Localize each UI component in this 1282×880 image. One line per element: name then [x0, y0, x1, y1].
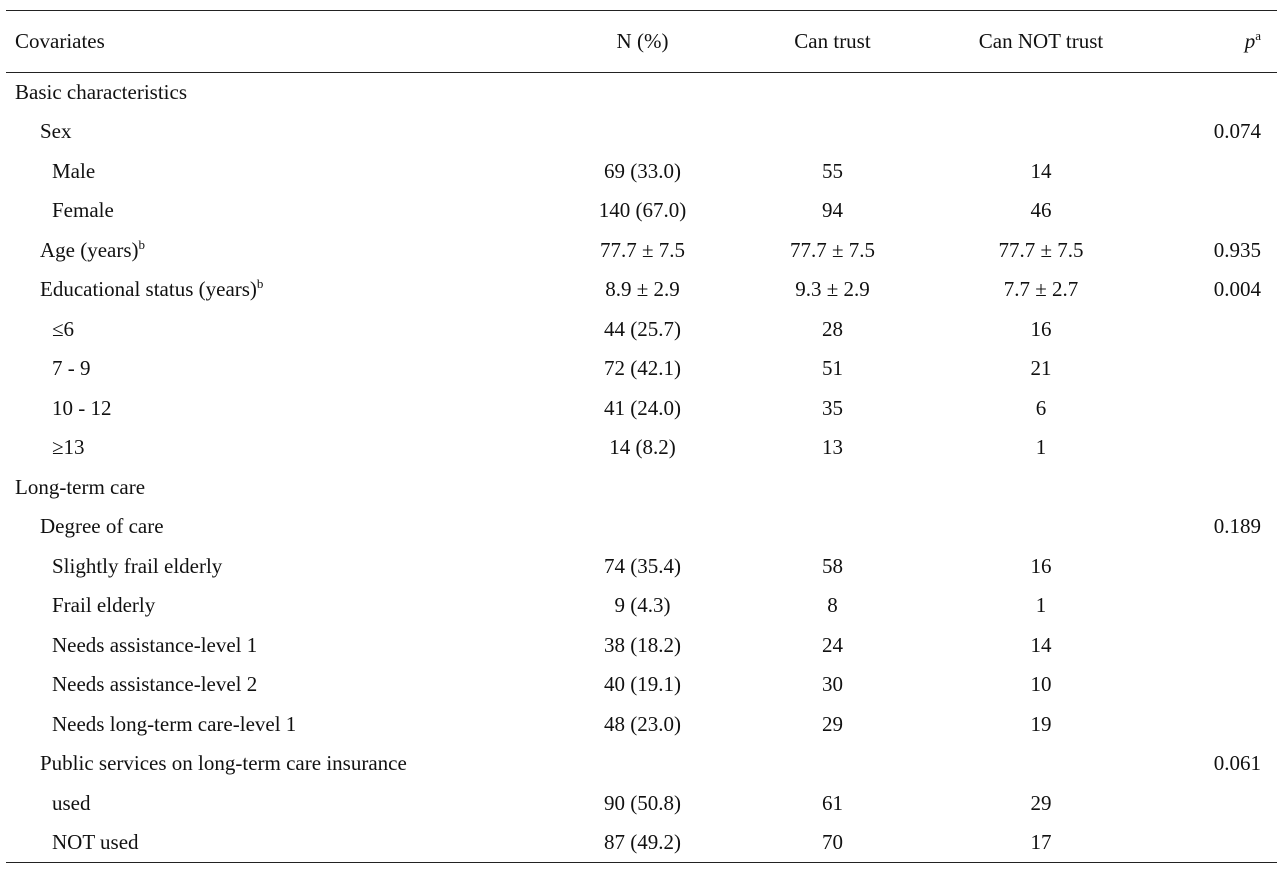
p-value-cell [1156, 191, 1277, 231]
p-value-cell [1156, 349, 1277, 389]
table-row [6, 231, 1277, 271]
can-not-trust-cell [926, 507, 1156, 547]
table-header [6, 11, 1277, 73]
can-trust-cell: 8 [827, 593, 838, 618]
can-not-trust-cell: 7.7 ± 2.7 [1003, 277, 1079, 302]
can-trust-cell: 77.7 ± 7.5 [789, 237, 876, 262]
table-row [6, 784, 1277, 824]
covariate-label: Male [52, 158, 96, 183]
can-not-trust-cell: 14 [1030, 158, 1052, 183]
n-percent-cell: 72 (42.1) [604, 356, 681, 381]
n-percent-cell: 41 (24.0) [604, 395, 681, 420]
row-covariate-cell [6, 586, 546, 626]
p-value-cell [1156, 586, 1277, 626]
p-value-cell [1156, 152, 1277, 192]
p-value-cell [1156, 73, 1277, 113]
row-covariate-cell [6, 152, 546, 192]
covariate-label: Degree of care [40, 514, 164, 539]
can-not-trust-cell [926, 73, 1156, 113]
p-value-cell [1156, 665, 1277, 705]
n-percent-cell: 77.7 ± 7.5 [599, 237, 686, 262]
can-not-trust-cell: 1 [1035, 435, 1047, 460]
n-percent-cell [546, 744, 739, 784]
table-row [6, 73, 1277, 113]
row-covariate-cell [6, 744, 546, 784]
can-trust-cell: 35 [822, 395, 843, 420]
can-trust-cell: 9.3 ± 2.9 [795, 277, 870, 302]
row-covariate-cell [6, 428, 546, 468]
p-value-cell [1156, 823, 1277, 863]
can-trust-cell [739, 507, 926, 547]
table-row [6, 349, 1277, 389]
covariate-label: Slightly frail elderly [52, 553, 223, 578]
covariate-label: Sex [40, 119, 72, 144]
header-n-percent: N (%) [616, 29, 669, 53]
p-value-cell [1156, 547, 1277, 587]
p-value-cell: 0.061 [1213, 751, 1261, 776]
row-covariate-cell [6, 270, 546, 310]
header-p-value [1156, 11, 1277, 73]
table-row [6, 428, 1277, 468]
can-trust-cell: 24 [822, 632, 843, 657]
n-percent-cell: 48 (23.0) [604, 711, 681, 736]
row-covariate-cell [6, 507, 546, 547]
can-not-trust-cell [926, 468, 1156, 508]
table-row [6, 626, 1277, 666]
header-p-footnote: a [1255, 28, 1261, 43]
can-trust-cell: 94 [822, 198, 843, 223]
table-row [6, 705, 1277, 745]
can-trust-cell: 61 [822, 790, 843, 815]
can-trust-cell: 28 [822, 316, 843, 341]
n-percent-cell: 87 (49.2) [604, 830, 681, 854]
can-trust-cell [739, 468, 926, 508]
n-percent-cell: 90 (50.8) [604, 790, 681, 815]
table-body [6, 73, 1277, 863]
can-trust-cell [739, 112, 926, 152]
covariate-label: 7 - 9 [52, 356, 91, 381]
p-value-cell [1156, 705, 1277, 745]
covariate-label: Long-term care [15, 474, 146, 499]
can-trust-cell: 30 [822, 672, 843, 697]
p-value-cell: 0.935 [1213, 237, 1261, 262]
can-not-trust-cell: 21 [1030, 356, 1052, 381]
n-percent-cell: 38 (18.2) [604, 632, 681, 657]
table-row [6, 389, 1277, 429]
n-percent-cell: 44 (25.7) [604, 316, 681, 341]
covariate-label: Needs assistance-level 2 [52, 672, 258, 697]
table-row [6, 152, 1277, 192]
row-covariate-cell [6, 626, 546, 666]
covariate-label: used [52, 790, 91, 815]
n-percent-cell: 40 (19.1) [604, 672, 681, 697]
n-percent-cell: 69 (33.0) [604, 158, 681, 183]
row-covariate-cell [6, 73, 546, 113]
covariate-label: Basic characteristics [15, 80, 187, 104]
n-percent-cell: 74 (35.4) [604, 553, 681, 578]
can-not-trust-cell: 77.7 ± 7.5 [998, 237, 1084, 262]
covariate-label: Female [52, 198, 114, 223]
row-covariate-cell [6, 112, 546, 152]
covariate-footnote-marker: b [138, 236, 146, 252]
can-trust-cell: 70 [822, 830, 843, 854]
n-percent-cell [546, 507, 739, 547]
n-percent-cell [546, 112, 739, 152]
header-p-symbol: p [1244, 29, 1256, 53]
table-row [6, 547, 1277, 587]
can-not-trust-cell: 1 [1035, 593, 1047, 618]
covariate-label: ≥13 [52, 435, 85, 460]
covariate-label: Age (years) [40, 237, 139, 262]
covariate-label: NOT used [52, 830, 139, 854]
row-covariate-cell [6, 191, 546, 231]
n-percent-cell [546, 468, 739, 508]
covariate-label: 10 - 12 [52, 395, 112, 420]
can-trust-cell [739, 744, 926, 784]
row-covariate-cell [6, 547, 546, 587]
covariates-table [6, 10, 1277, 863]
header-can-not-trust: Can NOT trust [978, 29, 1104, 53]
can-trust-cell: 29 [822, 711, 843, 736]
p-value-cell [1156, 468, 1277, 508]
covariates-table-container [6, 10, 1277, 863]
n-percent-cell: 8.9 ± 2.9 [605, 277, 680, 302]
n-percent-cell: 9 (4.3) [614, 593, 671, 618]
row-covariate-cell [6, 468, 546, 508]
can-not-trust-cell: 16 [1030, 316, 1052, 341]
p-value-cell [1156, 389, 1277, 429]
can-not-trust-cell: 6 [1035, 395, 1047, 420]
n-percent-cell: 140 (67.0) [598, 198, 687, 223]
p-value-cell: 0.189 [1213, 514, 1261, 539]
table-row [6, 191, 1277, 231]
table-row [6, 586, 1277, 626]
covariate-footnote-marker: b [256, 276, 264, 292]
row-covariate-cell [6, 349, 546, 389]
table-row [6, 744, 1277, 784]
can-not-trust-cell: 16 [1030, 553, 1052, 578]
covariate-label: Needs long-term care-level 1 [52, 711, 297, 736]
row-covariate-cell [6, 784, 546, 824]
can-trust-cell: 51 [822, 356, 843, 381]
row-covariate-cell [6, 231, 546, 271]
n-percent-cell [546, 73, 739, 113]
can-not-trust-cell [926, 112, 1156, 152]
can-trust-cell: 13 [822, 435, 843, 460]
p-value-cell [1156, 310, 1277, 350]
table-row [6, 665, 1277, 705]
can-not-trust-cell: 19 [1030, 711, 1052, 736]
can-not-trust-cell: 10 [1030, 672, 1052, 697]
header-can-trust: Can trust [794, 29, 871, 53]
table-row [6, 270, 1277, 310]
can-not-trust-cell: 17 [1030, 830, 1052, 854]
p-value-cell [1156, 626, 1277, 666]
row-covariate-cell [6, 310, 546, 350]
covariate-label: Needs assistance-level 1 [52, 632, 258, 657]
row-covariate-cell [6, 705, 546, 745]
can-trust-cell [739, 73, 926, 113]
can-not-trust-cell [926, 744, 1156, 784]
covariate-label: ≤6 [52, 316, 75, 341]
n-percent-cell: 14 (8.2) [609, 435, 676, 460]
can-not-trust-cell: 14 [1030, 632, 1052, 657]
table-row [6, 310, 1277, 350]
can-trust-cell: 58 [822, 553, 843, 578]
row-covariate-cell [6, 665, 546, 705]
table-row [6, 468, 1277, 508]
header-row [6, 11, 1277, 73]
p-value-cell: 0.004 [1213, 277, 1261, 302]
covariate-label: Frail elderly [52, 593, 156, 618]
can-not-trust-cell: 29 [1030, 790, 1052, 815]
p-value-cell [1156, 428, 1277, 468]
table-row [6, 112, 1277, 152]
row-covariate-cell [6, 389, 546, 429]
covariate-label: Educational status (years) [40, 277, 257, 302]
p-value-cell [1156, 784, 1277, 824]
table-row [6, 507, 1277, 547]
covariate-label: Public services on long-term care insurance [40, 751, 407, 776]
p-value-cell: 0.074 [1213, 119, 1261, 144]
header-covariates: Covariates [15, 29, 105, 53]
table-row [6, 823, 1277, 863]
row-covariate-cell [6, 823, 546, 863]
can-trust-cell: 55 [822, 158, 843, 183]
can-not-trust-cell: 46 [1030, 198, 1052, 223]
